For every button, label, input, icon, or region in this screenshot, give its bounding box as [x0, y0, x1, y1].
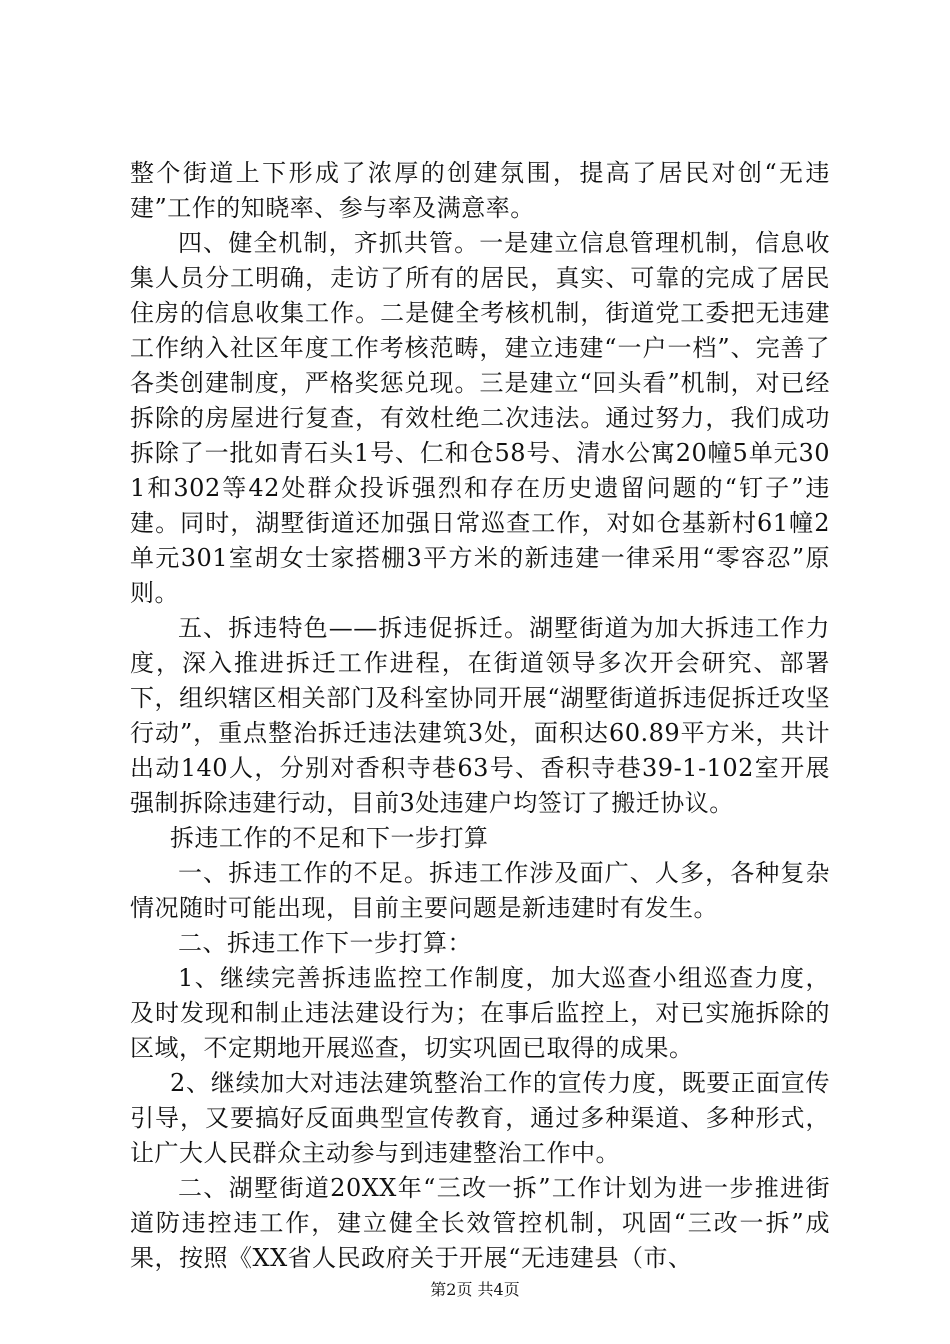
document-body: [130, 156, 830, 1276]
paragraph-next-steps: 二、拆违工作下一步打算：: [178, 929, 472, 957]
paragraph-continuation: 整个街道上下形成了浓厚的创建氛围，提高了居民对创“无违建”工作的知晓率、参与率及满意率。: [130, 159, 830, 222]
paragraph-work-plan: 二、湖墅街道20XX年“三改一拆”工作计划为进一步推进街道防违控违工作，建立健全长效管控机制，巩固“三改一拆”成果，按照《XX省人民政府关于开展“无违建县（市、: [130, 1174, 830, 1272]
section-heading-shortcomings: 拆违工作的不足和下一步打算: [170, 824, 489, 852]
page-number-footer: 第2页 共4页: [430, 1280, 520, 1299]
paragraph-shortcomings: 一、拆违工作的不足。拆违工作涉及面广、人多，各种复杂情况随时可能出现，目前主要问题是新违建时有发生。: [130, 859, 830, 922]
list-item-1: 1、继续完善拆违监控工作制度，加大巡查小组巡查力度，及时发现和制止违法建设行为；在事后监控上，对已实施拆除的区域，不定期地开展巡查，切实巩固已取得的成果。: [130, 964, 830, 1062]
paragraph-demolition-feature: 五、拆违特色——拆违促拆迁。湖墅街道为加大拆违工作力度，深入推进拆迁工作进程，在街道领导多次开会研究、部署下，组织辖区相关部门及科室协同开展“湖墅街道拆违促拆迁攻坚行动”，重点整治拆迁违法建筑3处，面积达60.89平方米，共计出动140人，分别对香积寺巷63号、香积寺巷39-1-102室开展强制拆除违建行动，目前3处违建户均签订了搬迁协议。: [130, 614, 830, 817]
paragraph-mechanism: 四、健全机制，齐抓共管。一是建立信息管理机制，信息收集人员分工明确，走访了所有的居民，真实、可靠的完成了居民住房的信息收集工作。二是健全考核机制，街道党工委把无违建工作纳入社区年度工作考核范畴，建立违建“一户一档”、完善了各类创建制度，严格奖惩兑现。三是建立“回头看”机制，对已经拆除的房屋进行复查，有效杜绝二次违法。通过努力，我们成功拆除了一批如青石头1号、仁和仓58号、清水公寓20幢5单元301和302等42处群众投诉强烈和存在历史遗留问题的“钉子”违建。同时，湖墅街道还加强日常巡查工作，对如仓基新村61幢2单元301室胡女士家搭棚3平方米的新违建一律采用“零容忍”原则。: [130, 229, 830, 607]
list-item-2: 2、继续加大对违法建筑整治工作的宣传力度，既要正面宣传引导，又要搞好反面典型宣传教育，通过多种渠道、多种形式，让广大人民群众主动参与到违建整治工作中。: [130, 1069, 830, 1167]
